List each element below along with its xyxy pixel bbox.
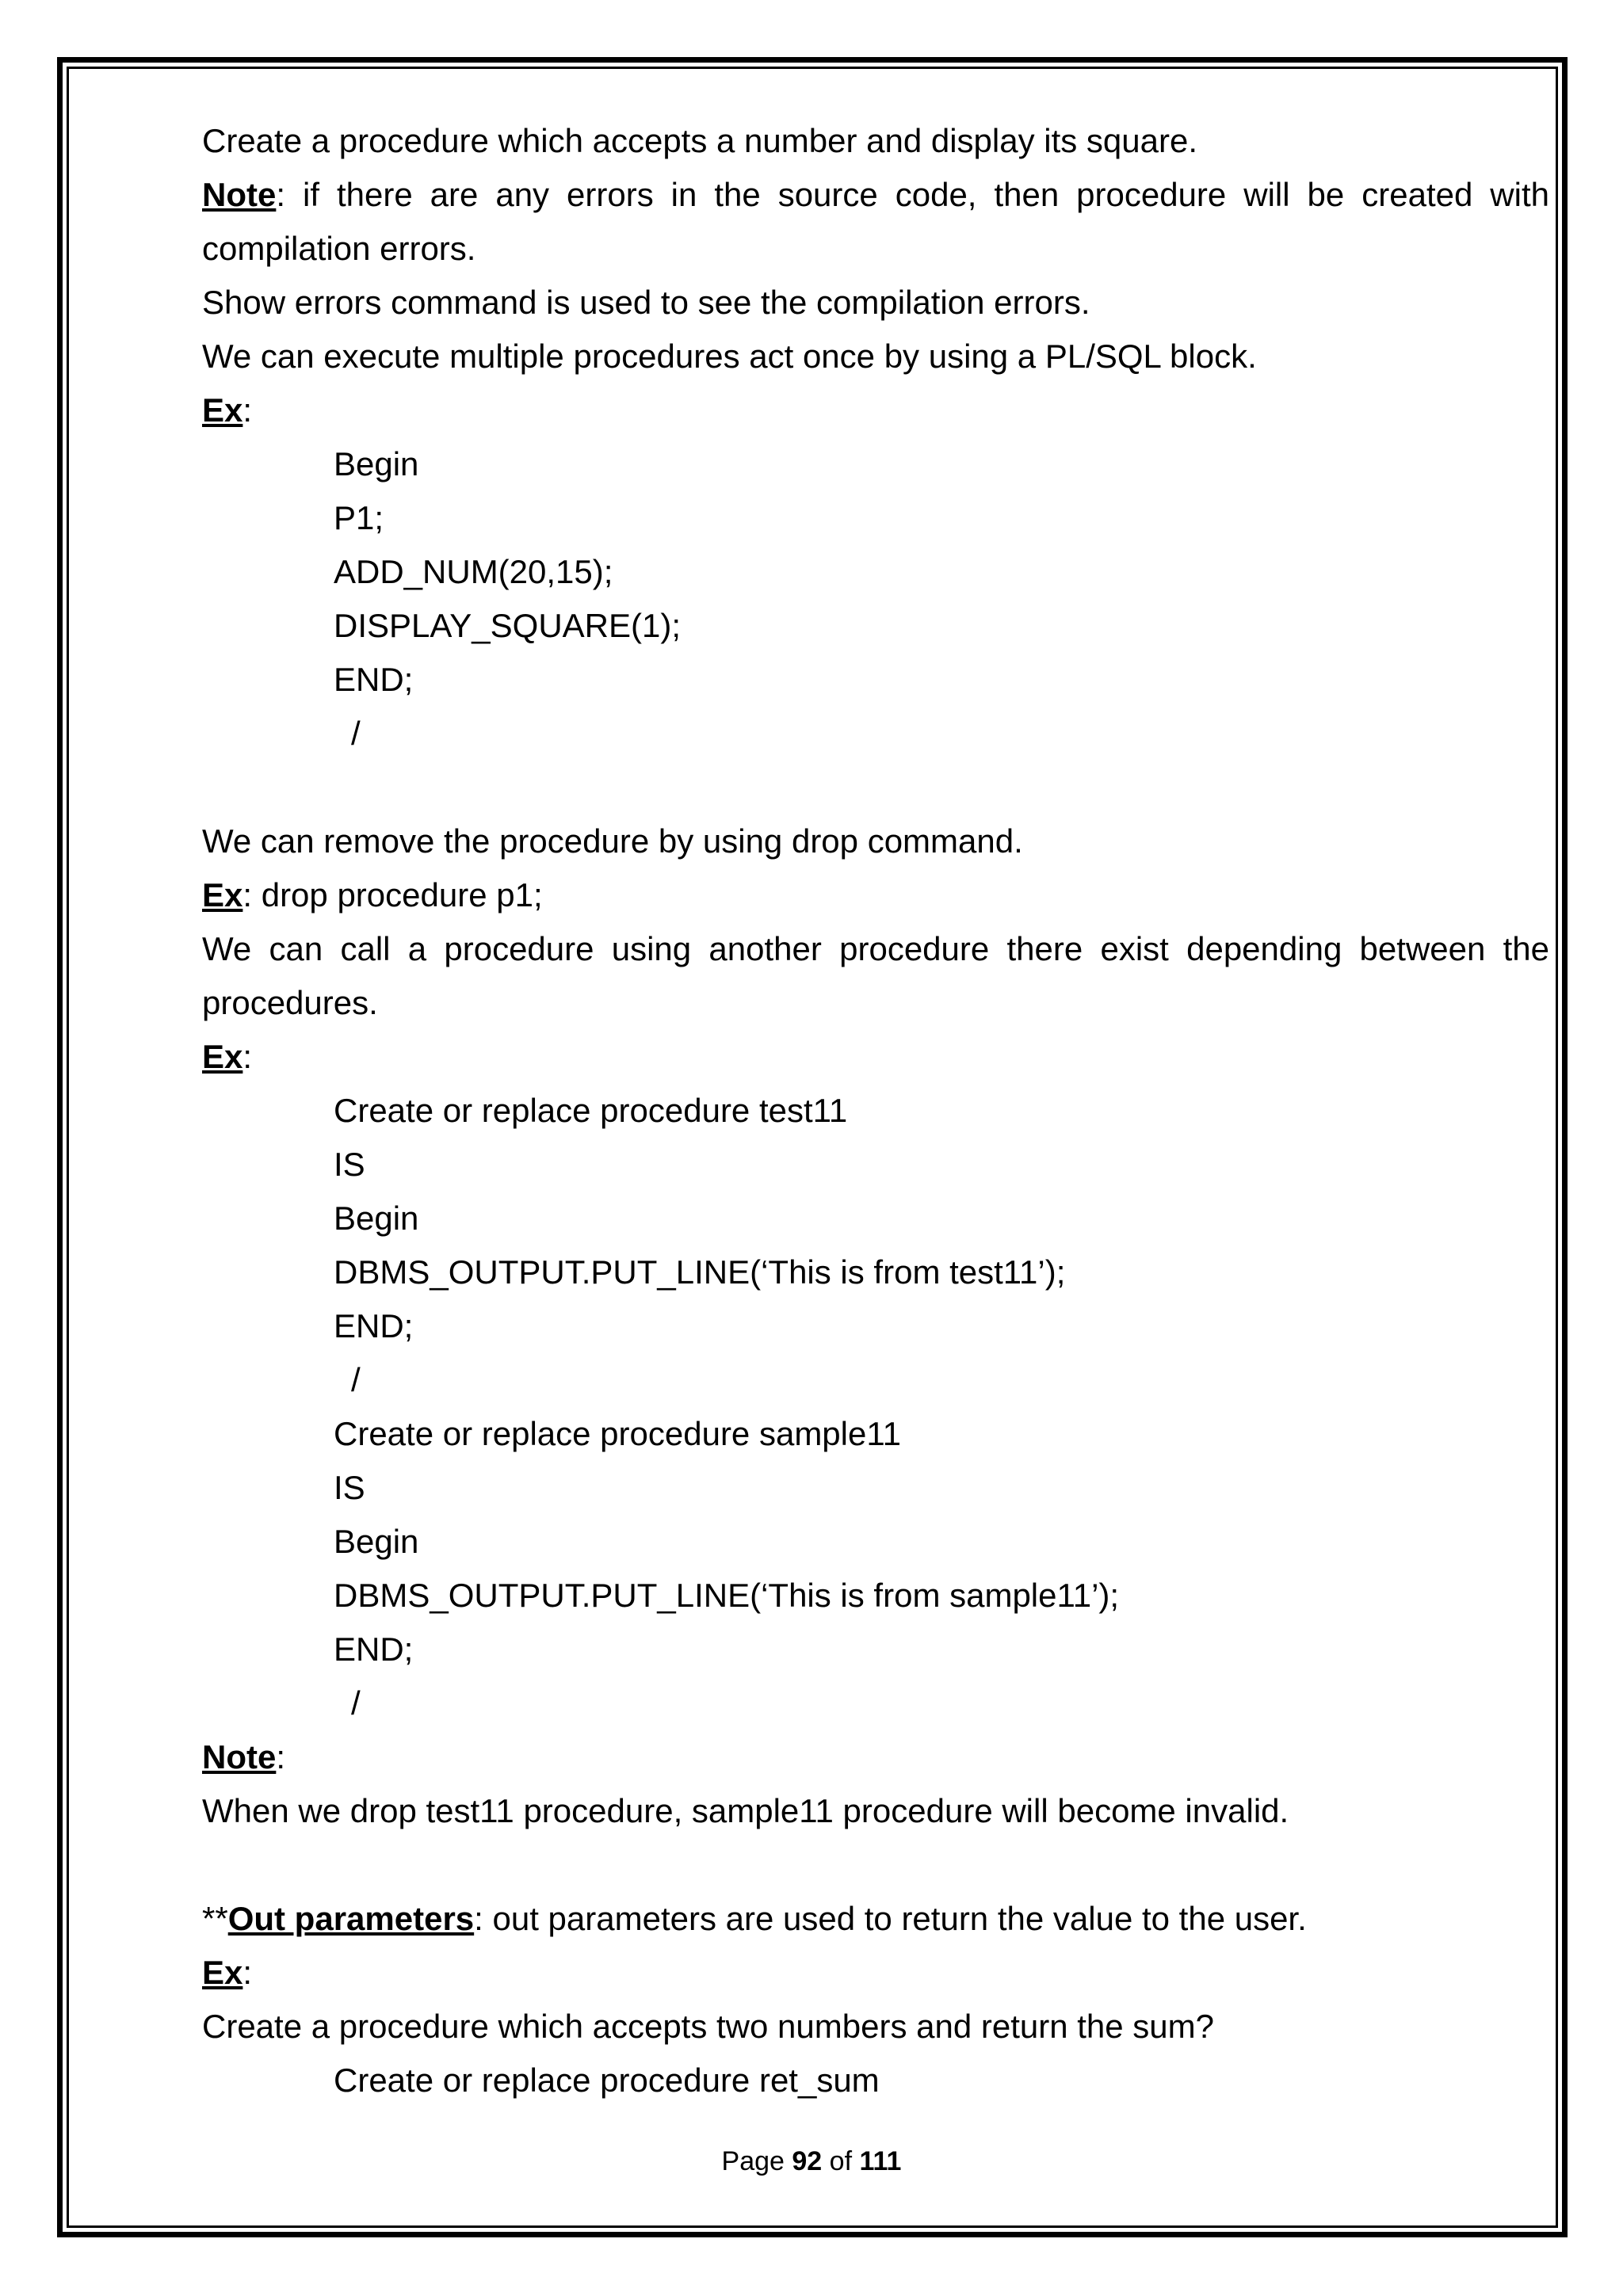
code-line: / bbox=[351, 1684, 361, 1722]
code-line: / bbox=[351, 715, 361, 752]
code-line: IS bbox=[334, 1146, 365, 1183]
code-line: Begin bbox=[334, 1199, 419, 1237]
code-line: IS bbox=[334, 1469, 365, 1506]
code-line: Begin bbox=[334, 445, 419, 482]
code-line: DBMS_OUTPUT.PUT_LINE(‘This is from sample11’); bbox=[334, 1577, 1120, 1614]
note-heading: Note: bbox=[202, 1738, 286, 1775]
out-parameters-line: **Out parameters: out parameters are used to return the value to the user. bbox=[202, 1900, 1307, 1937]
code-line: END; bbox=[334, 1630, 414, 1668]
text-line: compilation errors. bbox=[202, 230, 476, 267]
text-line: When we drop test11 procedure, sample11 procedure will become invalid. bbox=[202, 1792, 1289, 1829]
text-line: Create a procedure which accepts two numbers and return the sum? bbox=[202, 2008, 1215, 2045]
code-line: P1; bbox=[334, 499, 384, 536]
code-line: END; bbox=[334, 1307, 414, 1344]
code-line: END; bbox=[334, 661, 414, 698]
example-heading: Ex: bbox=[202, 391, 253, 429]
text-line: Create a procedure which accepts a number and display its square. bbox=[202, 122, 1198, 159]
code-line: / bbox=[351, 1361, 361, 1398]
text-line: We can call a procedure using another procedure there exist depending between the bbox=[202, 930, 1549, 967]
text-line: We can execute multiple procedures act once by using a PL/SQL block. bbox=[202, 338, 1257, 375]
example-heading: Ex: bbox=[202, 1038, 253, 1075]
blank-line bbox=[202, 761, 1549, 814]
text-line: Show errors command is used to see the compilation errors. bbox=[202, 284, 1090, 321]
code-line: DBMS_OUTPUT.PUT_LINE(‘This is from test11’); bbox=[334, 1253, 1066, 1291]
text-line: We can remove the procedure by using drop command. bbox=[202, 822, 1023, 860]
code-line: Create or replace procedure test11 bbox=[334, 1092, 848, 1129]
page-number: 92 bbox=[792, 2146, 823, 2176]
example-line: Ex: drop procedure p1; bbox=[202, 876, 543, 913]
code-line: ADD_NUM(20,15); bbox=[334, 553, 613, 590]
text-line: procedures. bbox=[202, 984, 378, 1021]
blank-line bbox=[202, 1838, 1549, 1892]
example-heading: Ex: bbox=[202, 1954, 253, 1991]
document-body bbox=[202, 114, 1549, 2107]
code-line: Create or replace procedure sample11 bbox=[334, 1415, 901, 1452]
code-line: Create or replace procedure ret_sum bbox=[334, 2061, 880, 2099]
code-line: Begin bbox=[334, 1523, 419, 1560]
page-total: 111 bbox=[859, 2146, 902, 2176]
page-number-footer: Page 92 of 111 bbox=[721, 2146, 902, 2176]
note-label: Note bbox=[202, 176, 277, 213]
code-line: DISPLAY_SQUARE(1); bbox=[334, 607, 682, 644]
note-paragraph: Note: if there are any errors in the source code, then procedure will be created with bbox=[202, 176, 1549, 213]
